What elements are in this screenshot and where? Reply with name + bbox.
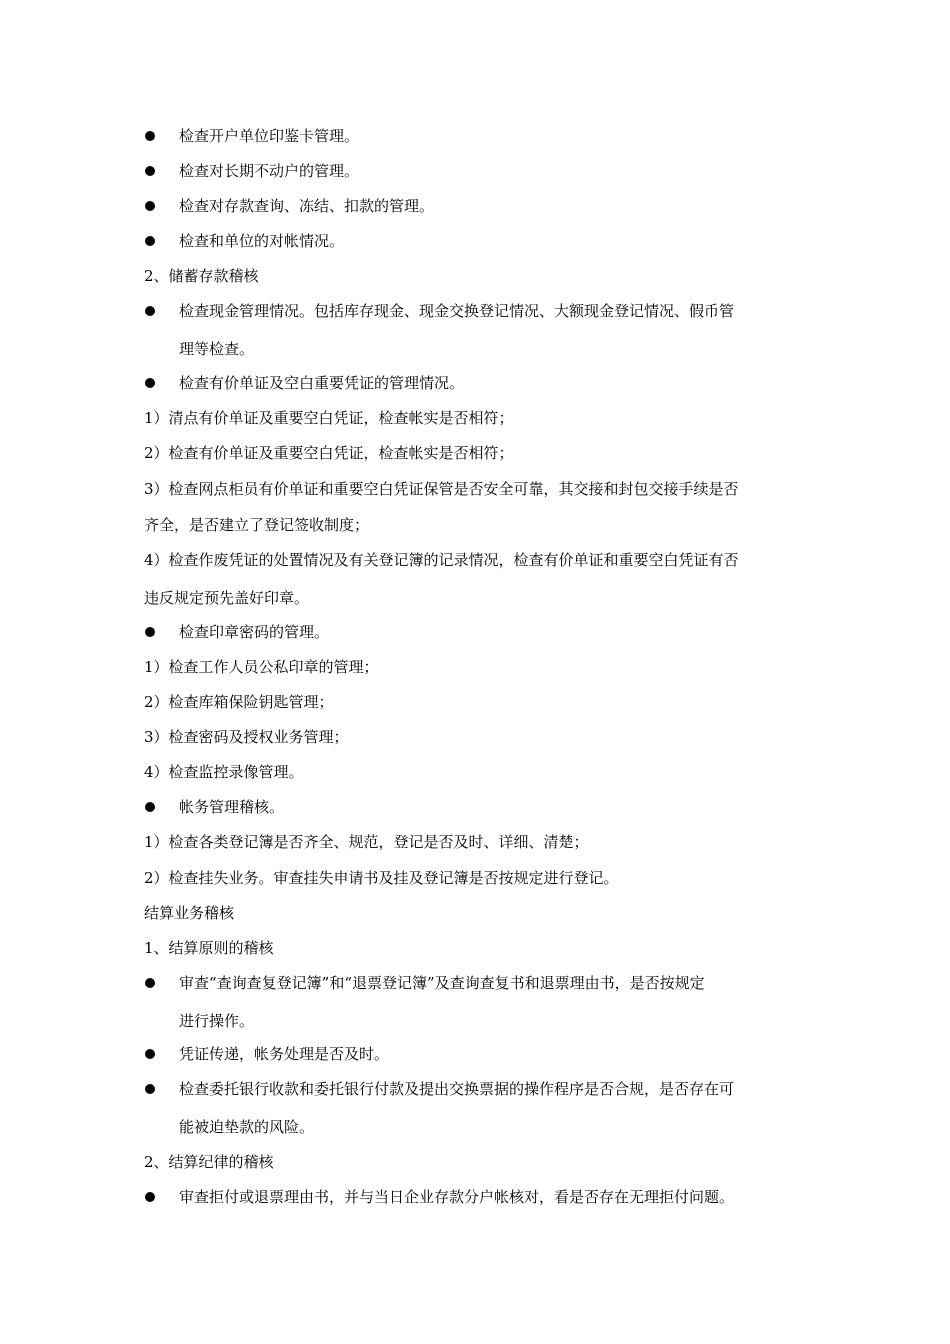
subsection-heading: 2、结算纪律的稽核	[144, 1153, 274, 1171]
subsection-heading: 1、结算原则的稽核	[144, 939, 274, 957]
bullet-item: 检查对存款查询、冻结、扣款的管理。	[179, 197, 435, 215]
bullet-item: 凭证传递，帐务处理是否及时。	[179, 1045, 390, 1063]
bullet-icon	[145, 1192, 155, 1202]
numbered-item: 4）检查作废凭证的处置情况及有关登记簿的记录情况，检查有价单证和重要空白凭证有否	[144, 551, 739, 569]
bullet-item-continuation: 进行操作。	[179, 1012, 255, 1030]
bullet-icon	[145, 802, 155, 812]
bullet-icon	[145, 1084, 155, 1094]
bullet-item: 审查“查询查复登记簿”和“退票登记簿”及查询查复书和退票理由书，是否按规定	[179, 974, 705, 992]
bullet-item: 检查开户单位印鉴卡管理。	[179, 127, 360, 145]
bullet-item: 检查委托银行收款和委托银行付款及提出交换票据的操作程序是否合规，是否存在可	[179, 1080, 735, 1098]
numbered-item: 2）检查库箱保险钥匙管理；	[144, 693, 334, 711]
section-heading: 2、储蓄存款稽核	[144, 267, 259, 285]
bullet-item: 帐务管理稽核。	[179, 798, 285, 816]
numbered-item: 4）检查监控录像管理。	[144, 763, 304, 781]
numbered-item-continuation: 违反规定预先盖好印章。	[144, 589, 310, 607]
numbered-item: 2）检查挂失业务。审查挂失申请书及挂及登记簿是否按规定进行登记。	[144, 869, 619, 887]
bullet-item-continuation: 理等检查。	[179, 340, 255, 358]
bullet-icon	[145, 306, 155, 316]
numbered-item: 3）检查密码及授权业务管理；	[144, 728, 349, 746]
bullet-item-continuation: 能被迫垫款的风险。	[179, 1118, 315, 1136]
bullet-icon	[145, 236, 155, 246]
bullet-item: 审查拒付或退票理由书，并与当日企业存款分户帐核对，看是否存在无理拒付问题。	[179, 1188, 735, 1206]
bullet-icon	[145, 978, 155, 988]
bullet-icon	[145, 627, 155, 637]
bullet-icon	[145, 378, 155, 388]
numbered-item-continuation: 齐全，是否建立了登记签收制度；	[144, 516, 370, 534]
numbered-item: 1）检查工作人员公私印章的管理；	[144, 658, 379, 676]
bullet-item: 检查现金管理情况。包括库存现金、现金交换登记情况、大额现金登记情况、假币管	[179, 302, 735, 320]
bullet-item: 检查和单位的对帐情况。	[179, 232, 345, 250]
bullet-item: 检查对长期不动户的管理。	[179, 162, 360, 180]
numbered-item: 1）检查各类登记簿是否齐全、规范，登记是否及时、详细、清楚；	[144, 833, 589, 851]
bullet-icon	[145, 131, 155, 141]
bullet-item: 检查印章密码的管理。	[179, 623, 330, 641]
bullet-icon	[145, 166, 155, 176]
bullet-icon	[145, 1049, 155, 1059]
bullet-icon	[145, 201, 155, 211]
numbered-item: 2）检查有价单证及重要空白凭证，检查帐实是否相符；	[144, 444, 514, 462]
numbered-item: 1）清点有价单证及重要空白凭证，检查帐实是否相符；	[144, 409, 514, 427]
section-heading: 结算业务稽核	[144, 904, 235, 922]
numbered-item: 3）检查网点柜员有价单证和重要空白凭证保管是否安全可靠，其交接和封包交接手续是否	[144, 480, 739, 498]
bullet-item: 检查有价单证及空白重要凭证的管理情况。	[179, 374, 465, 392]
